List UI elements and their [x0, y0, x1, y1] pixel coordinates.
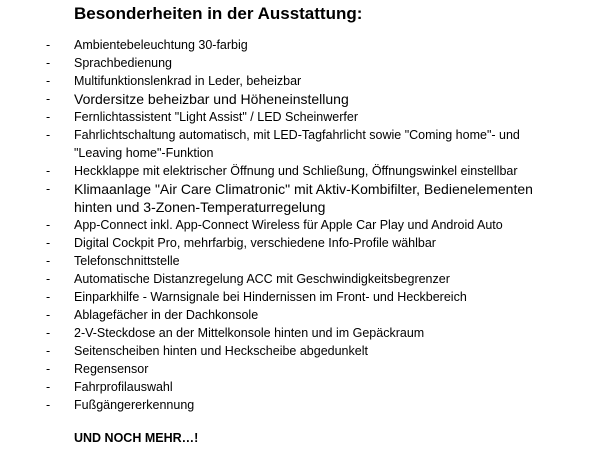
- list-item-text: Einparkhilfe - Warnsignale bei Hindernissen im Front- und Heckbereich: [74, 290, 467, 304]
- bullet-dash: -: [46, 326, 51, 340]
- list-item-text: App-Connect inkl. App-Connect Wireless für Apple Car Play und Android Auto: [74, 218, 503, 232]
- section-heading: Besonderheiten in der Ausstattung:: [74, 4, 363, 23]
- bullet-dash: -: [46, 182, 51, 196]
- list-item: [0, 162, 600, 180]
- list-item: [0, 234, 600, 252]
- list-item-text: Vordersitze beheizbar und Höheneinstellung: [74, 91, 349, 107]
- bullet-dash: -: [46, 290, 51, 304]
- list-item: [0, 288, 600, 306]
- equipment-list: [0, 36, 600, 414]
- list-item-text: Seitenscheiben hinten und Heckscheibe abgedunkelt: [74, 344, 368, 358]
- list-item: [0, 54, 600, 72]
- list-item: [0, 252, 600, 270]
- list-item-text: Klimaanlage "Air Care Climatronic" mit Aktiv-Kombifilter, Bedienelementen hinten und 3-Zonen-Temperaturregelung: [74, 181, 533, 215]
- list-item: [0, 72, 600, 90]
- list-item-text: Ablagefächer in der Dachkonsole: [74, 308, 259, 322]
- list-item: [0, 270, 600, 288]
- list-item-text: Ambientebeleuchtung 30-farbig: [74, 38, 248, 52]
- list-item: [0, 126, 600, 162]
- list-item: [0, 378, 600, 396]
- list-item-text: Heckklappe mit elektrischer Öffnung und Schließung, Öffnungswinkel einstellbar: [74, 164, 518, 178]
- list-item: [0, 180, 600, 216]
- bullet-dash: -: [46, 380, 51, 394]
- closing-note: UND NOCH MEHR…!: [74, 431, 199, 445]
- bullet-dash: -: [46, 308, 51, 322]
- bullet-dash: -: [46, 344, 51, 358]
- bullet-dash: -: [46, 56, 51, 70]
- list-item: [0, 324, 600, 342]
- list-item-text: 2-V-Steckdose an der Mittelkonsole hinten und im Gepäckraum: [74, 326, 425, 340]
- list-item-text: Fußgängererkennung: [74, 398, 195, 412]
- list-item-text: Regensensor: [74, 362, 149, 376]
- bullet-dash: -: [46, 398, 51, 412]
- bullet-dash: -: [46, 38, 51, 52]
- list-item-text: Telefonschnittstelle: [74, 254, 180, 268]
- list-item-text: Automatische Distanzregelung ACC mit Geschwindigkeitsbegrenzer: [74, 272, 450, 286]
- list-item: [0, 36, 600, 54]
- bullet-dash: -: [46, 254, 51, 268]
- list-item: [0, 306, 600, 324]
- bullet-dash: -: [46, 92, 51, 106]
- list-item: [0, 90, 600, 108]
- list-item-text: Fahrprofilauswahl: [74, 380, 173, 394]
- bullet-dash: -: [46, 362, 51, 376]
- list-item: [0, 342, 600, 360]
- list-item-text: Multifunktionslenkrad in Leder, beheizbar: [74, 74, 302, 88]
- bullet-dash: -: [46, 272, 51, 286]
- list-item-text: Fahrlichtschaltung automatisch, mit LED-Tagfahrlicht sowie "Coming home"- und "Leaving home"-Funktion: [74, 128, 520, 160]
- bullet-dash: -: [46, 164, 51, 178]
- bullet-dash: -: [46, 110, 51, 124]
- bullet-dash: -: [46, 236, 51, 250]
- list-item-text: Digital Cockpit Pro, mehrfarbig, verschiedene Info-Profile wählbar: [74, 236, 436, 250]
- bullet-dash: -: [46, 218, 51, 232]
- list-item-text: Sprachbedienung: [74, 56, 172, 70]
- bullet-dash: -: [46, 128, 51, 142]
- list-item: [0, 216, 600, 234]
- list-item: [0, 396, 600, 414]
- list-item: [0, 360, 600, 378]
- bullet-dash: -: [46, 74, 51, 88]
- list-item: [0, 108, 600, 126]
- list-item-text: Fernlichtassistent "Light Assist" / LED Scheinwerfer: [74, 110, 358, 124]
